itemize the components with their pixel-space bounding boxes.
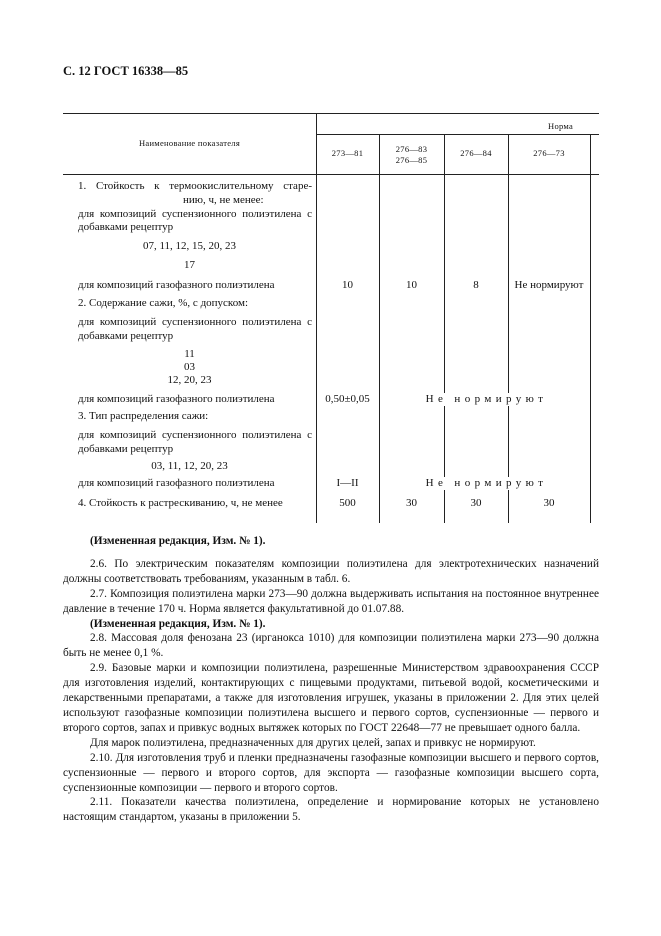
value-cell: 10 bbox=[406, 279, 417, 291]
row-subtitle: добавками рецептур bbox=[78, 221, 174, 233]
paragraph-2-11: 2.11. Показатели качества полиэтилена, определение и нормирование которых не установлено настоящим стандартом, указаны в приложении 5. bbox=[63, 796, 599, 824]
header-bottom-rule bbox=[63, 174, 599, 175]
paragraph-2-8: 2.8. Массовая доля фенозана 23 (ирганокса 1010) для композиции полиэтилена марки 273—90 должна быть не менее 0,1 %. bbox=[63, 632, 599, 660]
spanning-value: Не нормируют bbox=[383, 393, 590, 406]
paragraph-2-10: 2.10. Для изготовления труб и пленки предназначены газофазные композиции высшего и первого сортов, суспензионные — первого и второго сортов, для экспорта — газофазные композиции высшего сорта, суспензионные композиции — первого и второго сортов. bbox=[63, 751, 599, 794]
row-gas-label: для композиций газофазного полиэтилена bbox=[78, 393, 275, 405]
row-subtitle: для композиций суспензионного полиэтилена с bbox=[78, 429, 312, 441]
value-cell: I—II bbox=[336, 477, 359, 489]
grade-header: 276—84 bbox=[460, 148, 492, 158]
paragraph-2-7: 2.7. Композиция полиэтилена марки 273—90 должна выдерживать испытания на постоянное внутреннее давление в течение 170 ч. Норма является факультативной до 01.07.88. bbox=[63, 587, 599, 615]
value-cell: 500 bbox=[339, 497, 356, 509]
page-header: С. 12 ГОСТ 16338—85 bbox=[63, 64, 189, 78]
value-cell: Не нормируют bbox=[514, 279, 584, 291]
row-subtitle: для композиций суспензионного полиэтилена с bbox=[78, 316, 312, 328]
spanning-value: Не нормируют bbox=[383, 477, 590, 490]
recipe-list: 03, 11, 12, 20, 23 bbox=[151, 460, 228, 472]
amendment-note: (Измененная редакция, Изм. № 1). bbox=[90, 535, 266, 547]
table-top-rule bbox=[63, 113, 599, 114]
col-divider bbox=[444, 134, 445, 523]
row-title: 1. Стойкость к термоокислительному старе- bbox=[78, 180, 312, 192]
recipe-list: 17 bbox=[184, 259, 195, 271]
paragraph-2-9: 2.9. Базовые марки и композиции полиэтилена, разрешенные Министерством здравоохранения СССР для изготовления изделий, контактирующих с пищевыми продуктами, питьевой водой, косметическими и лекарственными препаратами, а также для изготовления игрушек, указаны в приложении 2. Для этих целей используют газофазные композиции полиэтилена высшего и первого сортов, суспензионные — первого и второго сортов, запах и привкус водных вытяжек которых по ГОСТ 22648—77 не превышает одного балла. bbox=[63, 662, 599, 734]
column-header-name: Наименование показателя bbox=[138, 138, 241, 148]
col-divider bbox=[590, 134, 591, 523]
row-subtitle: для композиций суспензионного полиэтилена с bbox=[78, 208, 312, 220]
norm-header-rule bbox=[316, 134, 599, 135]
norm-header: Норма bbox=[548, 121, 574, 131]
row-title: 3. Тип распределения сажи: bbox=[78, 410, 209, 422]
grade-header: 276—85 bbox=[395, 155, 428, 165]
row-gas-label: для композиций газофазного полиэтилена bbox=[78, 279, 275, 291]
value-cell: 30 bbox=[543, 497, 555, 509]
paragraph-2-6: 2.6. По электрическим показателям композиции полиэтилена для электротехнических назначений должны соответствовать требованиям, указанным в табл. 6. bbox=[63, 557, 599, 585]
grade-header: 273—81 bbox=[331, 148, 364, 158]
recipe-list: 12, 20, 23 bbox=[167, 374, 212, 386]
value-cell: 10 bbox=[342, 279, 353, 291]
amendment-note: (Измененная редакция, Изм. № 1). bbox=[90, 617, 266, 630]
recipe-list: 11 bbox=[184, 348, 195, 360]
grade-header: 276—83 bbox=[395, 144, 428, 154]
recipe-list: 03 bbox=[184, 361, 195, 373]
row-title: нию, ч, не менее: bbox=[183, 194, 264, 206]
value-cell: 30 bbox=[470, 497, 482, 509]
value-cell: 30 bbox=[406, 497, 417, 509]
body-text bbox=[63, 534, 599, 825]
grade-header: 276—73 bbox=[533, 148, 565, 158]
value-cell: 0,50±0,05 bbox=[325, 393, 370, 405]
recipe-list: 07, 11, 12, 15, 20, 23 bbox=[142, 240, 237, 252]
col-divider bbox=[508, 134, 509, 523]
value-cell: 8 bbox=[473, 279, 479, 291]
row-gas-label: для композиций газофазного полиэтилена bbox=[78, 477, 275, 489]
row-subtitle: добавками рецептур bbox=[78, 443, 174, 455]
paragraph-2-9-b: Для марок полиэтилена, предназначенных для других целей, запах и привкус не нормируют. bbox=[90, 736, 536, 749]
col-divider bbox=[316, 113, 317, 523]
col-divider bbox=[379, 134, 380, 523]
row-title: 2. Содержание сажи, %, с допуском: bbox=[78, 297, 249, 309]
row-title: 4. Стойкость к растрескиванию, ч, не менее bbox=[78, 497, 283, 509]
row-subtitle: добавками рецептур bbox=[78, 330, 174, 342]
